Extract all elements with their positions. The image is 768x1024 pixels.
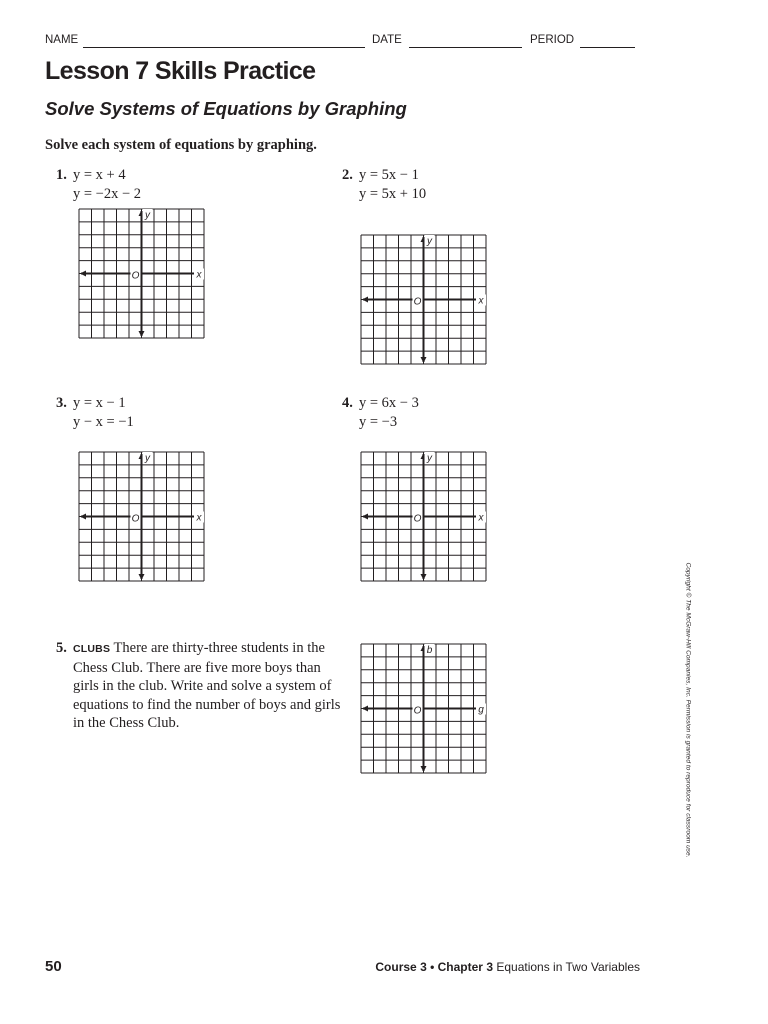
topic-tag: CLUBS xyxy=(73,643,111,655)
problem-number: 1. xyxy=(56,167,67,183)
equation-2: y = 5x + 10 xyxy=(359,186,427,202)
origin-label: O xyxy=(413,296,422,308)
y-axis-label: y xyxy=(427,453,432,464)
origin-label: O xyxy=(131,513,140,525)
equation-1: y = 6x − 3 xyxy=(359,395,419,411)
coordinate-grid-1[interactable] xyxy=(78,208,205,339)
equation-1: y = x + 4 xyxy=(73,167,126,183)
arrow-down-icon xyxy=(139,574,145,580)
arrow-down-icon xyxy=(139,331,145,337)
name-blank-line xyxy=(83,47,365,48)
page-number: 50 xyxy=(45,958,62,975)
footer-course-info xyxy=(375,960,640,974)
equation-2: y = −3 xyxy=(359,414,398,430)
course-label: Course 3 xyxy=(375,960,427,974)
problem-2 xyxy=(342,166,592,206)
origin-label: O xyxy=(413,705,422,717)
equation-1: y = x − 1 xyxy=(73,395,126,411)
y-axis-label: y xyxy=(145,210,150,221)
arrow-left-icon xyxy=(80,514,86,520)
problem-1 xyxy=(56,166,306,206)
arrow-left-icon xyxy=(362,514,368,520)
y-axis-label: y xyxy=(145,453,150,464)
chapter-label: Chapter 3 xyxy=(437,960,493,974)
x-axis-label: x xyxy=(196,512,202,524)
period-blank-line xyxy=(580,47,635,48)
y-axis-label: b xyxy=(426,645,433,656)
coordinate-grid-4[interactable] xyxy=(360,451,487,582)
problem-number: 3. xyxy=(56,395,67,411)
equation-2: y = −2x − 2 xyxy=(73,186,142,202)
period-label: PERIOD xyxy=(530,34,575,46)
problem-3 xyxy=(56,394,306,434)
x-axis-label: x xyxy=(478,512,484,524)
page-subtitle: Solve Systems of Equations by Graphing xyxy=(45,98,407,119)
x-axis-label: g xyxy=(478,704,484,716)
page-footer xyxy=(0,958,768,978)
page-title: Lesson 7 Skills Practice xyxy=(45,57,316,85)
arrow-left-icon xyxy=(80,271,86,277)
arrow-down-icon xyxy=(421,357,427,363)
equation-2: y − x = −1 xyxy=(73,414,134,430)
date-label: DATE xyxy=(372,34,402,46)
coordinate-grid-3[interactable] xyxy=(78,451,205,582)
word-problem-text: There are thirty-three students in the Chess Club. There are five more boys than girls in the club. Write and solve a system of equations to find the number of boys and girls in the Chess Club. xyxy=(73,640,341,732)
arrow-down-icon xyxy=(421,766,427,772)
y-axis-label: y xyxy=(427,236,432,247)
arrow-down-icon xyxy=(421,574,427,580)
problem-number: 2. xyxy=(342,167,353,183)
instructions: Solve each system of equations by graphing. xyxy=(45,137,317,153)
x-axis-label: x xyxy=(196,269,202,281)
x-axis-label: x xyxy=(478,295,484,307)
coordinate-grid-5[interactable] xyxy=(360,643,487,774)
problem-5 xyxy=(56,639,346,733)
footer-bullet: • xyxy=(430,960,435,974)
coordinate-grid-2[interactable] xyxy=(360,234,487,365)
problem-number: 4. xyxy=(342,395,353,411)
arrow-left-icon xyxy=(362,706,368,712)
origin-label: O xyxy=(131,270,140,282)
problem-4 xyxy=(342,394,592,434)
chapter-title: Equations in Two Variables xyxy=(496,960,640,974)
copyright-notice: Copyright © The McGraw-Hill Companies, Inc. Permission is granted to reproduce for classroom use. xyxy=(684,562,692,858)
origin-label: O xyxy=(413,513,422,525)
equation-1: y = 5x − 1 xyxy=(359,167,419,183)
problem-number: 5. xyxy=(56,640,67,656)
date-blank-line xyxy=(409,47,522,48)
arrow-left-icon xyxy=(362,297,368,303)
student-info-header xyxy=(45,34,645,50)
name-label: NAME xyxy=(45,34,79,46)
